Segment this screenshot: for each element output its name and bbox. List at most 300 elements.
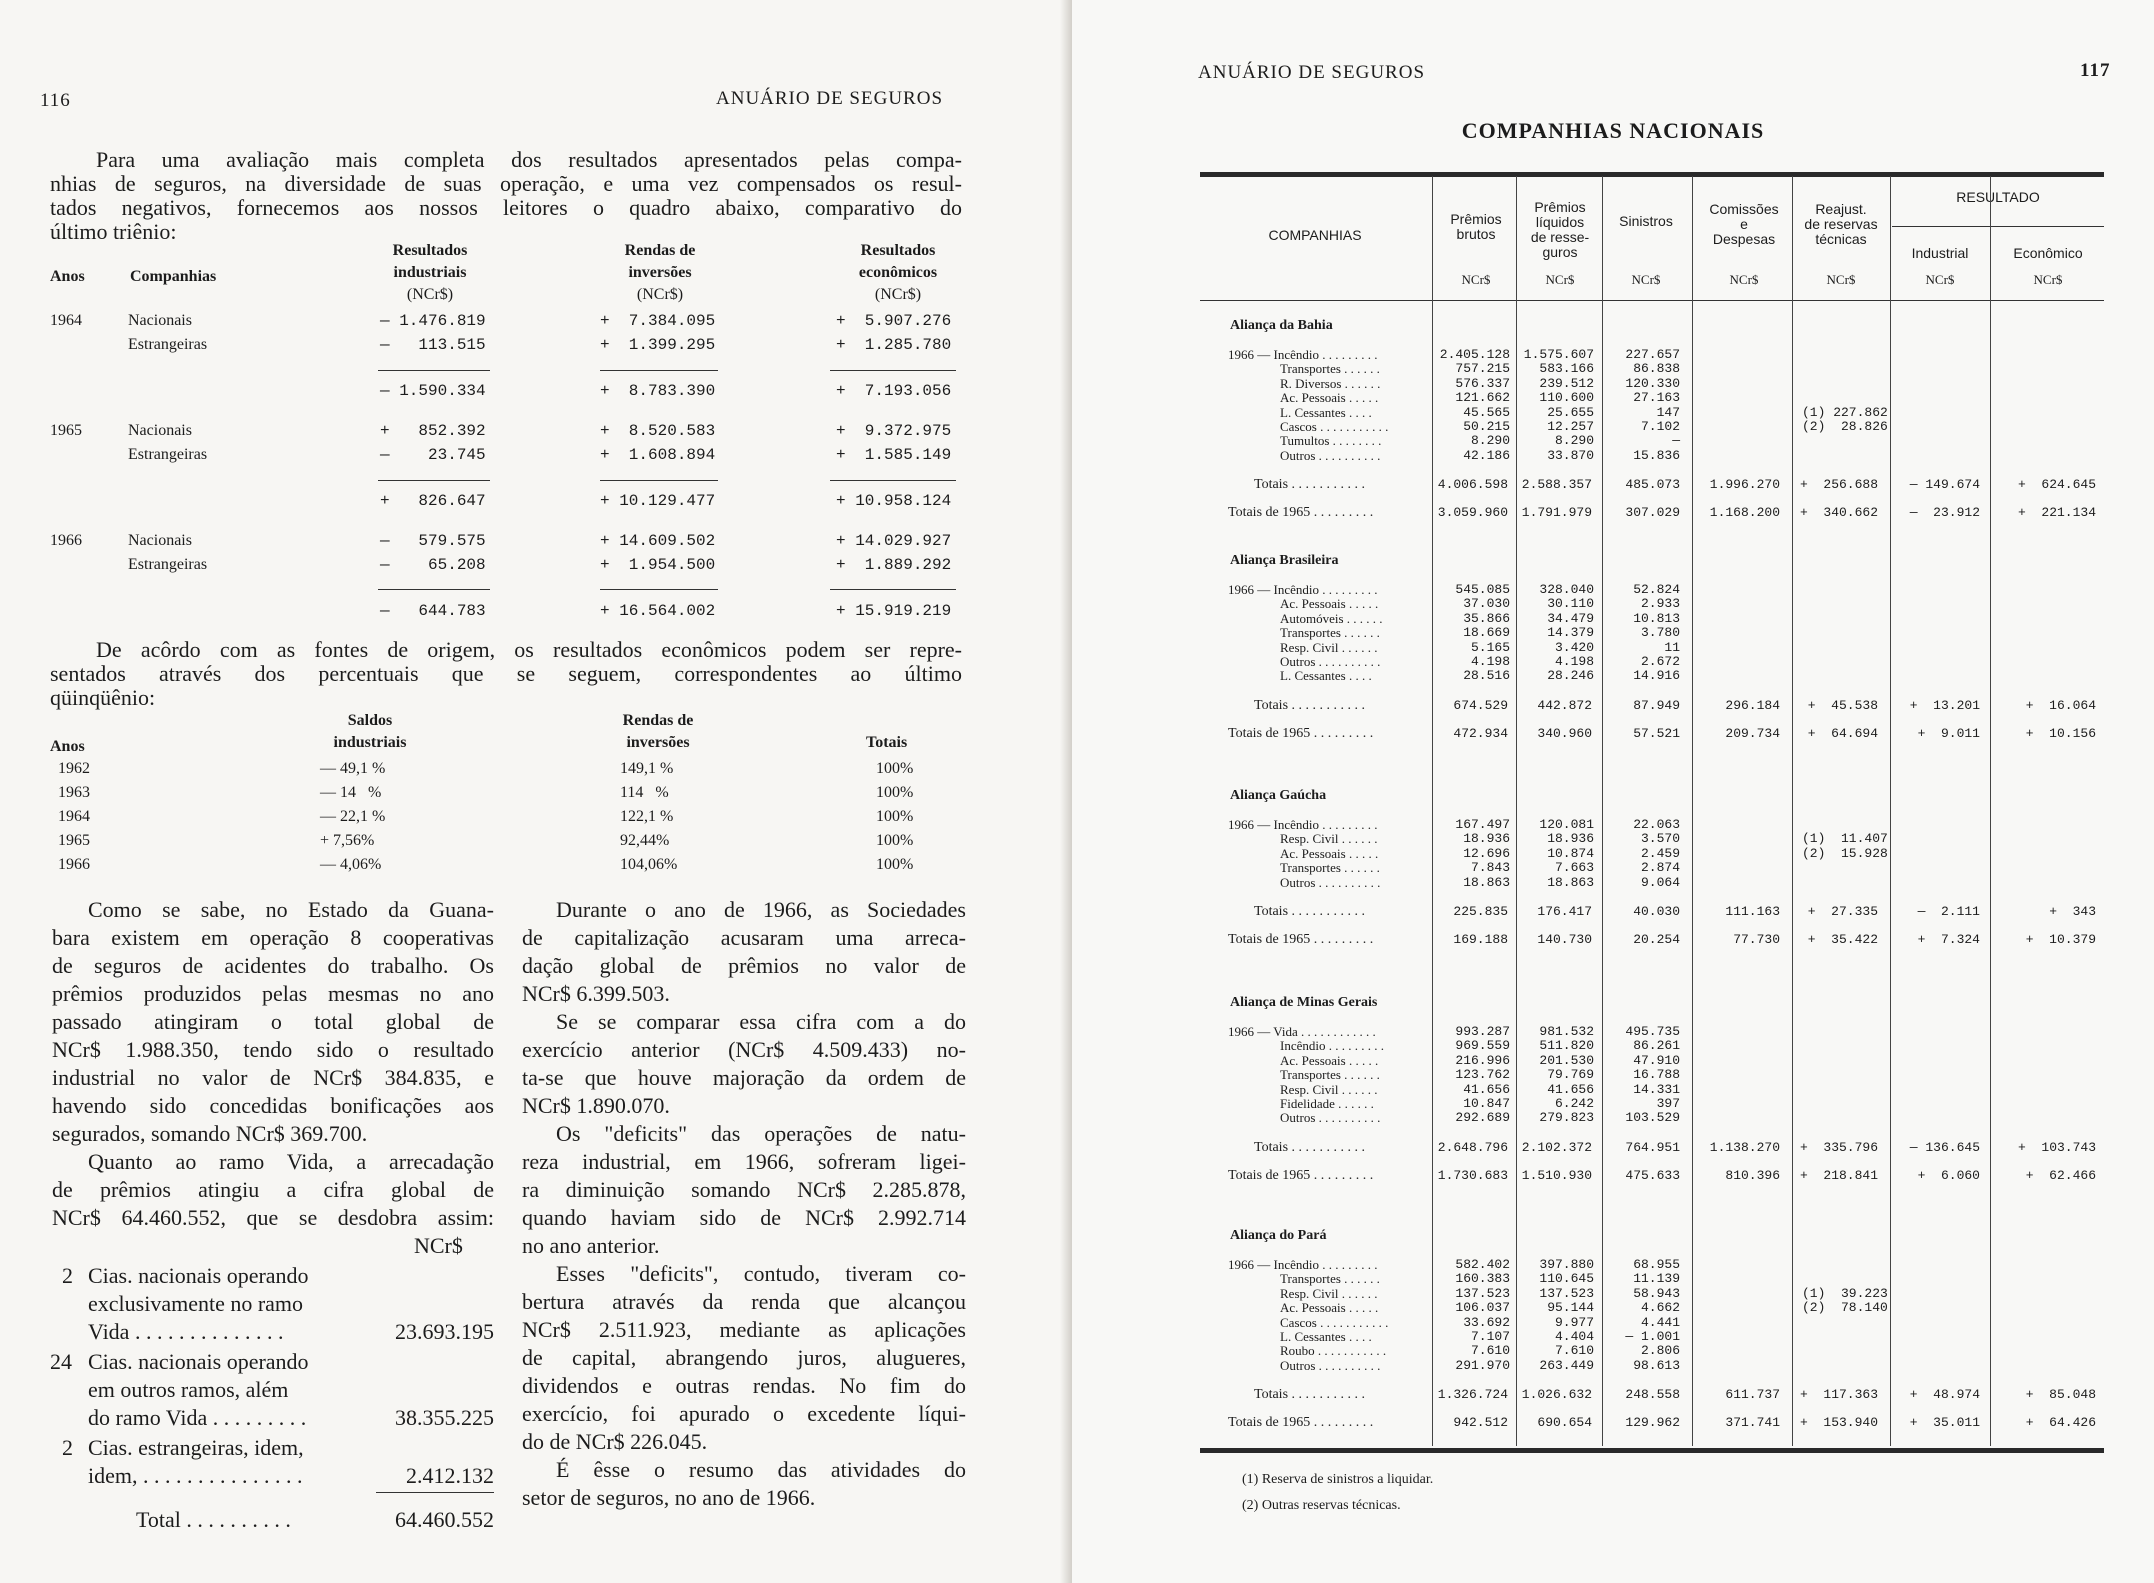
- table-cell: [1802, 391, 1892, 405]
- col-header-saldos: Saldos: [347, 712, 393, 729]
- table-cell: 7.102: [1640, 418, 1680, 434]
- row-label: Outros . . . . . . . . . .: [1280, 447, 1381, 463]
- totals-cell: 674.529: [1453, 697, 1508, 713]
- table-cell-economicos: + 1.889.292: [836, 556, 952, 574]
- text-line: NCr$ 2.511.923, mediante as aplicações: [522, 1317, 966, 1342]
- totals-cell: 2.648.796: [1437, 1139, 1508, 1155]
- table-cell-total: 100%: [876, 760, 914, 777]
- totals-cell: 1.996.270: [1709, 477, 1780, 493]
- row-label: Resp. Civil . . . . . .: [1280, 1081, 1378, 1097]
- text-line: NCr$ 64.460.552, que se desdobra assim:: [52, 1205, 494, 1230]
- text-line: Para uma avaliação mais completa dos resultados apresentados pelas compa-: [96, 147, 962, 172]
- unit-label: NCr$: [1826, 272, 1856, 287]
- col-header-economicos: (NCr$): [874, 286, 922, 303]
- totals-label: Totais de 1965 . . . . . . . . .: [1228, 1415, 1374, 1431]
- footnote: (2) Outras reservas técnicas.: [1242, 1498, 1401, 1513]
- totals-cell: + 335.796: [1799, 1139, 1878, 1155]
- table-cell-economicos: + 5.907.276: [836, 312, 952, 330]
- table-cell: [1802, 818, 1892, 832]
- header-line: técnicas: [1815, 231, 1867, 247]
- table-cell-inversoes: + 1.399.295: [600, 336, 716, 354]
- row-label: Ac. Pessoais . . . . .: [1280, 390, 1379, 406]
- row-label: 1966 — Incêndio . . . . . . . . .: [1228, 582, 1378, 597]
- table-cell-renda: 104,06%: [620, 856, 678, 873]
- row-label: L. Cessantes . . . .: [1280, 1328, 1372, 1344]
- col-header-economicos: Resultados: [860, 242, 936, 259]
- table-cell: 3.780: [1640, 625, 1680, 641]
- text-line: É êsse o resumo das atividades do: [556, 1457, 966, 1482]
- table-cell: 6.242: [1554, 1095, 1594, 1111]
- table-cell: 86.261: [1633, 1038, 1680, 1054]
- company-name: Aliança de Minas Gerais: [1230, 995, 1378, 1010]
- vida-item-line: em outros ramos, além: [88, 1377, 289, 1402]
- table-cell: 103.529: [1625, 1110, 1680, 1126]
- col-header-inversoes: Rendas de: [624, 242, 696, 259]
- table-cell-total: 100%: [876, 784, 914, 801]
- column-divider: [1792, 176, 1793, 1446]
- column-divider: [1990, 176, 1991, 1446]
- table-cell: [1802, 1111, 1892, 1125]
- table-cell: 11: [1664, 639, 1680, 655]
- table-cell: 10.874: [1547, 845, 1594, 861]
- unit-label: NCr$: [1461, 272, 1491, 287]
- totals-cell: + 45.538: [1807, 697, 1878, 713]
- totals-cell: + 64.426: [2025, 1415, 2096, 1431]
- table-cell: 582.402: [1455, 1257, 1510, 1272]
- header-line: de resse-: [1530, 229, 1590, 245]
- totals-cell: 810.396: [1725, 1167, 1780, 1183]
- table-cell: [1802, 1097, 1892, 1111]
- row-labels: [1228, 1025, 1428, 1126]
- row-labels: [1228, 818, 1428, 890]
- table-cell: 4.198: [1470, 653, 1510, 669]
- row-label: Outros . . . . . . . . . .: [1280, 653, 1381, 669]
- table-cell: 18.863: [1463, 874, 1510, 890]
- table-cell-inversoes: + 8.520.583: [600, 422, 716, 440]
- table-cell: 18.936: [1547, 831, 1594, 847]
- table-cell: 2.459: [1640, 845, 1680, 861]
- row-label: Tumultos . . . . . . . .: [1280, 433, 1382, 449]
- col-header-companhias: Companhias: [130, 268, 217, 285]
- totals-cell: + 35.422: [1807, 932, 1878, 947]
- column-sinistros: [1604, 1025, 1680, 1126]
- column-divider: [1602, 176, 1603, 1446]
- table-cell: [1802, 1344, 1892, 1358]
- table-cell-inversoes: + 8.783.390: [600, 382, 716, 400]
- table-cell: 34.479: [1547, 610, 1594, 626]
- text-line: bertura através da renda que alcançou: [522, 1289, 966, 1314]
- col-header-rendas: Rendas de: [622, 712, 694, 729]
- table-cell: 397.880: [1539, 1257, 1594, 1272]
- table-cell: (2) 15.928: [1802, 845, 1888, 861]
- vida-item-line: exclusivamente no ramo: [88, 1291, 304, 1316]
- totals-cell: + 16.064: [2025, 697, 2096, 713]
- row-label: Transportes . . . . . .: [1280, 625, 1380, 641]
- table-cell: [1802, 377, 1892, 391]
- table-cell-renda: 92,44%: [620, 832, 670, 849]
- table-cell: 292.689: [1455, 1110, 1510, 1126]
- table-cell: 576.337: [1455, 375, 1510, 391]
- column-reajust-notes: [1802, 348, 1892, 463]
- table-cell-industrial: + 852.392: [380, 422, 486, 440]
- text-line: Quanto ao ramo Vida, a arrecadação: [88, 1149, 494, 1174]
- table-cell: 981.532: [1539, 1024, 1594, 1039]
- row-labels: [1228, 348, 1428, 463]
- row-label: Ac. Pessoais . . . . .: [1280, 1052, 1379, 1068]
- unit-label: NCr$: [1631, 272, 1661, 287]
- table-cell: 757.215: [1455, 361, 1510, 377]
- table-cell: 993.287: [1455, 1024, 1510, 1039]
- col-header-saldos: industriais: [333, 734, 407, 751]
- table-cell: 33.870: [1547, 447, 1594, 463]
- table-title: COMPANHIAS NACIONAIS: [1461, 118, 1765, 143]
- table-cell-inversoes: + 16.564.002: [600, 602, 716, 620]
- table-cell: 9.977: [1554, 1314, 1594, 1330]
- text-line: qüinqüênio:: [50, 685, 156, 710]
- right-page: [1072, 0, 2154, 1583]
- row-label: Ac. Pessoais . . . . .: [1280, 1300, 1379, 1316]
- table-cell: 98.613: [1633, 1357, 1680, 1373]
- totals-cell: 1.026.632: [1521, 1387, 1592, 1403]
- table-cell: 37.030: [1463, 596, 1510, 612]
- table-cell: 22.063: [1633, 817, 1680, 832]
- company-name: Aliança Brasileira: [1230, 553, 1339, 568]
- table-cell: 4.198: [1554, 653, 1594, 669]
- table-cell: 123.762: [1455, 1067, 1510, 1083]
- text-line: Os "deficits" das operações de natu-: [556, 1121, 966, 1146]
- table-cell: (2) 78.140: [1802, 1300, 1888, 1316]
- table-cell: 511.820: [1539, 1038, 1594, 1054]
- table-cell: 110.600: [1539, 390, 1594, 406]
- table-cell: [1802, 583, 1892, 597]
- running-header-left: ANUÁRIO DE SEGUROS: [716, 88, 944, 109]
- table-cell: 14.916: [1633, 668, 1680, 684]
- totals-cell: + 218.841: [1799, 1167, 1878, 1183]
- table-cell: 201.530: [1539, 1052, 1594, 1068]
- col-header-premios-brutos: [1436, 212, 1516, 242]
- table-cell-year: 1965: [58, 832, 90, 849]
- totals-cell: 40.030: [1633, 904, 1680, 919]
- table-cell: 291.970: [1455, 1357, 1510, 1373]
- unit-label: NCr$: [2033, 272, 2063, 287]
- row-label: Incêndio . . . . . . . . .: [1280, 1038, 1384, 1054]
- totals-cell: 87.949: [1633, 697, 1680, 713]
- footnote: (1) Reserva de sinistros a liquidar.: [1242, 1472, 1434, 1487]
- row-label: Ac. Pessoais . . . . .: [1280, 845, 1379, 861]
- column-reajust-notes: [1802, 583, 1892, 684]
- table-cell: 7.663: [1554, 860, 1594, 876]
- table-cell-total: 100%: [876, 856, 914, 873]
- row-labels: [1228, 583, 1428, 684]
- table-cell: 28.516: [1463, 668, 1510, 684]
- row-label: Cascos . . . . . . . . . . .: [1280, 418, 1389, 434]
- table-cell: [1802, 597, 1892, 611]
- table-cell: 50.215: [1463, 418, 1510, 434]
- table-cell: 2.405.128: [1439, 347, 1510, 362]
- table-cell: 216.996: [1455, 1052, 1510, 1068]
- table-cell: 14.379: [1547, 625, 1594, 641]
- table-cell: 545.085: [1455, 582, 1510, 597]
- totals-cell: — 2.111: [1917, 904, 1980, 919]
- table-cell-company: Estrangeiras: [128, 556, 208, 573]
- text-line: bara existem em operação 8 cooperativas: [52, 925, 494, 950]
- header-line: líquidos: [1535, 214, 1585, 230]
- column-liquidos: [1520, 583, 1594, 684]
- totals-cell: — 149.674: [1909, 477, 1980, 493]
- totals-cell: 1.168.200: [1709, 505, 1780, 521]
- header-line: Prêmios: [1534, 199, 1586, 215]
- column-sinistros: [1604, 583, 1680, 684]
- table-cell: 4.662: [1640, 1300, 1680, 1316]
- table-cell-economicos: + 7.193.056: [836, 382, 952, 400]
- totals-cell: 176.417: [1537, 904, 1592, 919]
- text-line: de prêmios atingiu a cifra global de: [52, 1177, 494, 1202]
- totals-cell: + 10.379: [2025, 932, 2096, 947]
- text-line: NCr$ 1.988.350, tendo sido o resultado: [52, 1037, 494, 1062]
- vida-item-line: Cias. nacionais operando: [88, 1263, 309, 1288]
- text-line: Durante o ano de 1966, as Sociedades: [556, 897, 966, 922]
- page-number-left: 116: [40, 90, 71, 111]
- table-cell-economicos: + 14.029.927: [836, 532, 952, 550]
- table-cell-saldo: — 4,06%: [320, 856, 382, 873]
- totals-label: Totais . . . . . . . . . . .: [1254, 697, 1366, 713]
- totals-cell: 2.588.357: [1521, 477, 1592, 493]
- text-line: último triênio:: [50, 219, 177, 244]
- totals-cell: + 117.363: [1799, 1387, 1878, 1403]
- totals-cell: 140.730: [1537, 932, 1592, 947]
- row-label: Transportes . . . . . .: [1280, 361, 1380, 377]
- table-cell-inversoes: + 10.129.477: [600, 492, 716, 510]
- table-cell-inversoes: + 7.384.095: [600, 312, 716, 330]
- totals-cell: + 221.134: [2017, 505, 2096, 521]
- table-cell: [1802, 1025, 1892, 1039]
- totals-label: Totais . . . . . . . . . . .: [1254, 904, 1366, 919]
- table-cell: 47.910: [1633, 1052, 1680, 1068]
- table-cell-industrial: — 579.575: [380, 532, 486, 550]
- table-cell: (1) 11.407: [1802, 831, 1888, 847]
- vida-item-line: Cias. estrangeiras, idem,: [88, 1435, 304, 1460]
- column-brutos: [1436, 1025, 1510, 1126]
- totals-cell: 485.073: [1625, 477, 1680, 493]
- table-cell-total: 100%: [876, 808, 914, 825]
- totals-cell: + 343: [2049, 904, 2096, 919]
- text-line: exercício, foi apurado o excedente líqui-: [522, 1401, 966, 1426]
- text-line: prêmios produzidos pelas mesmas no ano: [52, 981, 494, 1006]
- totals-cell: 371.741: [1725, 1415, 1780, 1431]
- totals-cell: 3.059.960: [1437, 505, 1508, 521]
- totals-cell: — 23.912: [1909, 505, 1980, 521]
- totals-cell: 4.006.598: [1437, 477, 1508, 493]
- text-line: no ano anterior.: [522, 1233, 660, 1258]
- table-cell-inversoes: + 1.608.894: [600, 446, 716, 464]
- vida-item-value: 2.412.132: [406, 1463, 494, 1488]
- table-cell: 86.838: [1633, 361, 1680, 377]
- totals-label: Totais de 1965 . . . . . . . . .: [1228, 932, 1374, 947]
- table-cell: [1802, 669, 1892, 683]
- row-label: R. Diversos . . . . . .: [1280, 375, 1381, 391]
- table-cell: 12.257: [1547, 418, 1594, 434]
- text-line: tados negativos, fornecemos aos nossos leitores o quadro abaixo, comparativo do: [50, 195, 962, 220]
- col-header-inversoes: (NCr$): [636, 286, 684, 303]
- totals-cell: 1.326.724: [1437, 1387, 1508, 1403]
- table-cell: 397: [1656, 1095, 1680, 1111]
- header-line: Reajust.: [1815, 201, 1867, 217]
- table-cell-saldo: — 14 %: [320, 784, 382, 801]
- table-cell: [1802, 1068, 1892, 1082]
- col-header-economico: Econômico: [2013, 245, 2083, 261]
- table-cell: 120.330: [1625, 375, 1680, 391]
- vida-total-value: 64.460.552: [395, 1507, 494, 1532]
- table-cell: [1802, 612, 1892, 626]
- table-cell: 33.692: [1463, 1314, 1510, 1330]
- col-header-sinistros: Sinistros: [1619, 213, 1673, 229]
- table-cell-year: 1966: [50, 532, 82, 549]
- totals-cell: + 340.662: [1799, 505, 1878, 521]
- totals-cell: 1.510.930: [1521, 1167, 1592, 1183]
- col-header-industriais: (NCr$): [406, 286, 454, 303]
- company-name: Aliança da Bahia: [1230, 318, 1333, 333]
- totals-cell: 77.730: [1733, 932, 1780, 947]
- totals-cell: — 136.645: [1909, 1139, 1980, 1155]
- text-line: dividendos e outras rendas. No fim do: [522, 1373, 966, 1398]
- col-header-economicos: econômicos: [858, 264, 938, 281]
- totals-cell: 57.521: [1633, 725, 1680, 741]
- table-cell: 120.081: [1539, 817, 1594, 832]
- table-cell: [1802, 1258, 1892, 1272]
- table-cell: 58.943: [1633, 1285, 1680, 1301]
- col-header-reajust: [1796, 202, 1886, 247]
- table-cell: 2.806: [1640, 1343, 1680, 1359]
- totals-cell: 442.872: [1537, 697, 1592, 713]
- totals-cell: + 62.466: [2025, 1167, 2096, 1183]
- column-divider: [1432, 176, 1433, 1446]
- running-header-right: ANUÁRIO DE SEGUROS: [1198, 62, 1426, 83]
- table-cell: 7.610: [1554, 1343, 1594, 1359]
- vida-item-num: 2: [62, 1435, 73, 1460]
- table-cell: 45.565: [1463, 404, 1510, 420]
- totals-cell: + 85.048: [2025, 1387, 2096, 1403]
- page-number-right: 117: [2080, 60, 2111, 81]
- row-label: 1966 — Incêndio . . . . . . . . .: [1228, 817, 1378, 832]
- text-line: ra diminuição somando NCr$ 2.285.878,: [522, 1177, 966, 1202]
- row-label: Automóveis . . . . . .: [1280, 610, 1383, 626]
- row-label: Roubo . . . . . . . . . . .: [1280, 1343, 1387, 1359]
- company-name: Aliança do Pará: [1230, 1228, 1327, 1243]
- text-line: exercício anterior (NCr$ 4.509.433) no-: [522, 1037, 966, 1062]
- table-cell: 16.788: [1633, 1067, 1680, 1083]
- table-cell-saldo: + 7,56%: [320, 832, 375, 849]
- totals-label: Totais de 1965 . . . . . . . . .: [1228, 1167, 1374, 1183]
- table-cell: [1802, 1359, 1892, 1373]
- column-reajust-notes: [1802, 818, 1892, 890]
- text-line: De acôrdo com as fontes de origem, os resultados econômicos podem ser repre-: [96, 637, 962, 662]
- table-cell-saldo: — 49,1 %: [320, 760, 386, 777]
- table-cell: [1802, 1330, 1892, 1344]
- table-cell: [1802, 1039, 1892, 1053]
- table-cell: [1802, 1316, 1892, 1330]
- totals-cell: 169.188: [1453, 932, 1508, 947]
- row-label: 1966 — Incêndio . . . . . . . . .: [1228, 347, 1378, 362]
- text-line: Se se comparar essa cifra com a do: [556, 1009, 966, 1034]
- table-cell: 160.383: [1455, 1271, 1510, 1287]
- table-cell: 18.936: [1463, 831, 1510, 847]
- col-header-totais: Totais: [866, 734, 908, 751]
- column-divider: [1692, 176, 1693, 1446]
- text-line: passado atingiram o total global de: [52, 1009, 494, 1034]
- column-sinistros: [1604, 348, 1680, 463]
- table-cell: [1802, 434, 1892, 448]
- row-label: Ac. Pessoais . . . . .: [1280, 596, 1379, 612]
- totals-cell: + 27.335: [1807, 904, 1878, 919]
- table-cell: 147: [1656, 404, 1680, 420]
- totals-cell: + 9.011: [1917, 725, 1980, 741]
- text-line: segurados, somando NCr$ 369.700.: [52, 1121, 368, 1146]
- table-cell: 4.404: [1554, 1328, 1594, 1344]
- col-header-resultado: RESULTADO: [1956, 189, 2040, 205]
- totals-label: Totais de 1965 . . . . . . . . .: [1228, 505, 1374, 521]
- text-line: nhias de seguros, na diversidade de suas operação, e uma vez compensados os resul-: [50, 171, 962, 196]
- table-cell-economicos: + 1.585.149: [836, 446, 952, 464]
- table-cell-year: 1962: [58, 760, 90, 777]
- totals-cell: 209.734: [1725, 725, 1780, 741]
- totals-cell: 340.960: [1537, 725, 1592, 741]
- column-brutos: [1436, 1258, 1510, 1373]
- totals-cell: 942.512: [1453, 1415, 1508, 1431]
- totals-cell: 111.163: [1725, 904, 1780, 919]
- table-cell-year: 1964: [50, 312, 82, 329]
- table-cell-economicos: + 9.372.975: [836, 422, 952, 440]
- table-cell: 106.037: [1455, 1300, 1510, 1316]
- table-cell: [1802, 449, 1892, 463]
- text-line: NCr$ 1.890.070.: [522, 1093, 670, 1118]
- row-label: L. Cessantes . . . .: [1280, 668, 1372, 684]
- vida-item-num: 2: [62, 1263, 73, 1288]
- col-header-rendas: inversões: [626, 734, 690, 751]
- totals-cell: 611.737: [1725, 1387, 1780, 1403]
- totals-cell: 2.102.372: [1521, 1139, 1592, 1155]
- col-header-companhias: COMPANHIAS: [1268, 227, 1362, 243]
- vida-item-line: do ramo Vida . . . . . . . . .: [88, 1405, 307, 1430]
- totals-cell: + 6.060: [1917, 1167, 1980, 1183]
- totals-cell: 307.029: [1625, 505, 1680, 521]
- totals-cell: + 13.201: [1909, 697, 1980, 713]
- totals-cell: + 256.688: [1799, 477, 1878, 493]
- table-cell-industrial: — 1.476.819: [380, 312, 486, 330]
- table-cell: — 1.001: [1625, 1328, 1680, 1344]
- row-label: Fidelidade . . . . . .: [1280, 1095, 1374, 1111]
- table-cell-inversoes: + 14.609.502: [600, 532, 716, 550]
- row-label: Resp. Civil . . . . . .: [1280, 639, 1378, 655]
- table-cell: [1802, 1054, 1892, 1068]
- table-cell: 969.559: [1455, 1038, 1510, 1054]
- header-line: Comissões: [1709, 201, 1779, 217]
- table-cell-industrial: — 644.783: [380, 602, 486, 620]
- table-cell-company: Nacionais: [128, 312, 192, 329]
- table-cell: [1802, 655, 1892, 669]
- table-cell: 2.933: [1640, 596, 1680, 612]
- vida-item-value: 38.355.225: [395, 1405, 494, 1430]
- table-cell: 95.144: [1547, 1300, 1594, 1316]
- table-cell: 263.449: [1539, 1357, 1594, 1373]
- totals-cell: 20.254: [1633, 932, 1680, 947]
- column-liquidos: [1520, 1258, 1594, 1373]
- table-cell: 10.847: [1463, 1095, 1510, 1111]
- row-label: Transportes . . . . . .: [1280, 1271, 1380, 1287]
- totals-label: Totais . . . . . . . . . . .: [1254, 1139, 1366, 1155]
- table-cell: 137.523: [1539, 1285, 1594, 1301]
- table-cell-industrial: — 65.208: [380, 556, 486, 574]
- table-cell-economicos: + 10.958.124: [836, 492, 952, 510]
